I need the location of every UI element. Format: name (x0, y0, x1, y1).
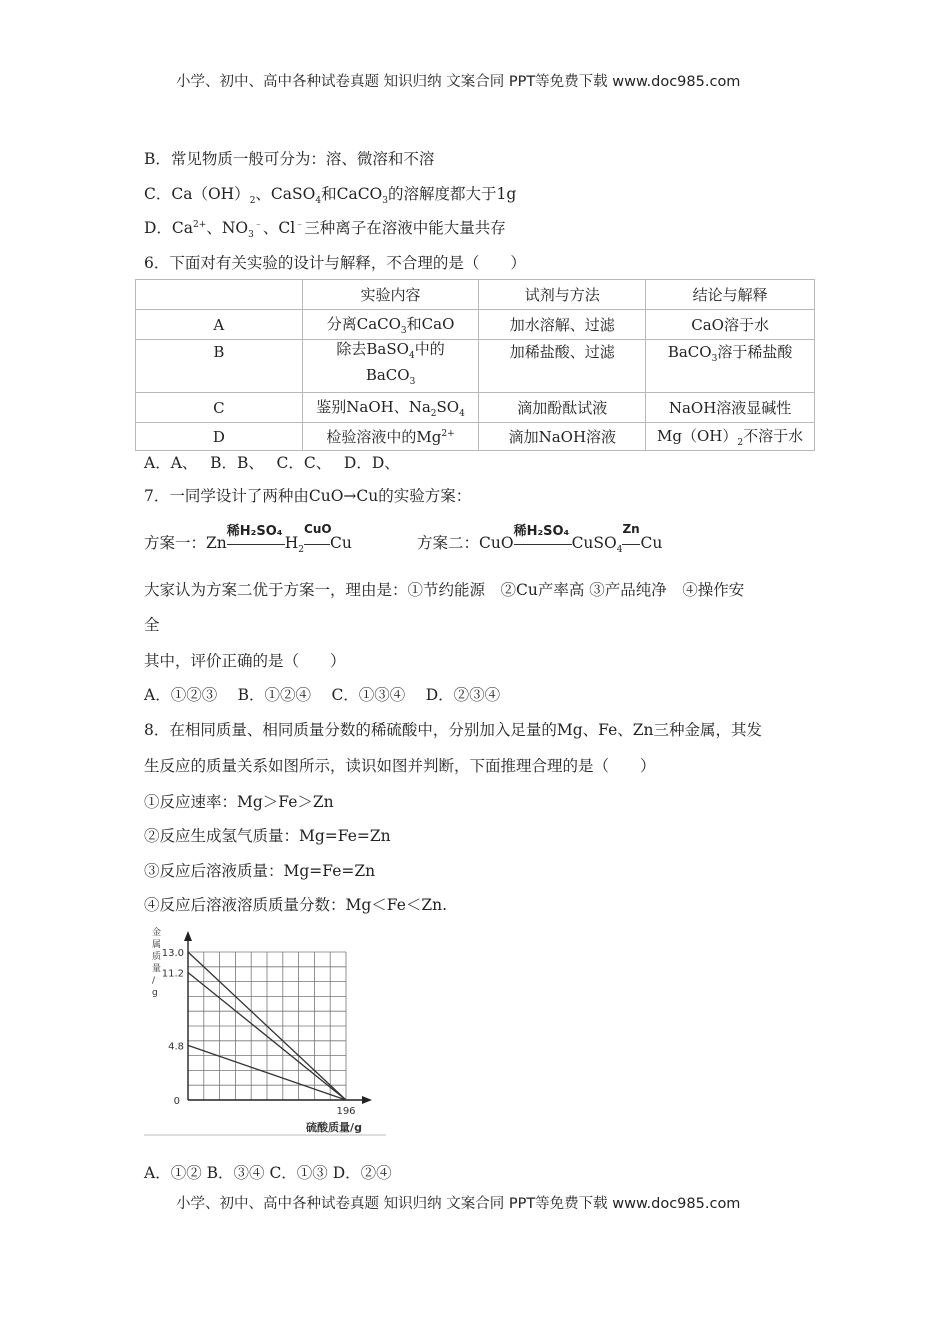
page-header: 小学、初中、高中各种试卷真题 知识归纳 文案合同 PPT等免费下载 www.doc985.com (176, 74, 741, 90)
y-axis-label: 金属质量/ g (152, 928, 162, 998)
table-row (136, 423, 815, 451)
q6-stem: 6．下面对有关实验的设计与解释，不合理的是（ ） (144, 254, 526, 272)
mass-chart (140, 925, 390, 1140)
q7-reason-line2: 全 (144, 616, 160, 634)
page-footer: 小学、初中、高中各种试卷真题 知识归纳 文案合同 PPT等免费下载 www.doc985.com (176, 1196, 741, 1212)
header-cell-empty (136, 280, 303, 310)
row-label: B (136, 340, 303, 393)
q8-statement-2: ②反应生成氢气质量：Mg=Fe=Zn (144, 827, 391, 845)
row-label: C (136, 393, 303, 423)
y-tick-label: 13.0 (161, 948, 184, 959)
row-conclusion: CaO溶于水 (646, 310, 815, 340)
reaction-arrow: 稀H₂SO₄ (227, 534, 285, 552)
q7-plan-one: 方案一：Zn 稀H₂SO₄ $H_2$ CuO Cu (144, 522, 352, 556)
q6-options: A．A、 B．B、 C．C、 D．D、 (144, 454, 400, 472)
origin-label: 0 (173, 1096, 180, 1107)
row-conclusion: NaOH溶液显碱性 (646, 393, 815, 423)
experiment-table (135, 279, 815, 451)
header-cell-content: 实验内容 (302, 280, 479, 310)
q7-stem: 7．一同学设计了两种由CuO→Cu的实验方案： (144, 487, 472, 505)
row-method: 滴加酚酞试液 (479, 393, 646, 423)
q8-statement-1: ①反应速率：Mg＞Fe＞Zn (144, 793, 334, 811)
q5-option-b: B．常见物质一般可分为：溶、微溶和不溶 (144, 150, 435, 168)
table-row (136, 393, 815, 423)
q7-options: A．①②③ B．①②④ C．①③④ D．②③④ (144, 686, 501, 704)
y-axis-arrow (184, 931, 192, 941)
row-method: 加水溶解、过滤 (479, 310, 646, 340)
q8-options: A．①② B．③④ C．①③ D．②④ (144, 1164, 392, 1182)
reaction-arrow: Zn (622, 534, 640, 552)
chart-labels (144, 926, 386, 1135)
reaction-arrow: 稀H₂SO₄ (514, 534, 572, 552)
q7-eval: 其中，评价正确的是（ ） (144, 652, 346, 670)
q8-statement-3: ③反应后溶液质量：Mg=Fe=Zn (144, 862, 376, 880)
q8-statement-4: ④反应后溶液溶质质量分数：Mg＜Fe＜Zn. (144, 896, 448, 914)
header-cell-method: 试剂与方法 (479, 280, 646, 310)
reaction-arrow: CuO (304, 534, 330, 552)
row-content: 除去BaSO$_4$中的 BaCO$_3$ (302, 340, 479, 393)
q8-stem-line2: 生反应的质量关系如图所示，读识如图并判断，下面推理合理的是（ ） (144, 757, 656, 775)
x-axis-arrow (362, 1096, 372, 1104)
q7-plan-two: 方案二：CuO 稀H₂SO₄ CuSO$_4$ Zn Cu (417, 522, 663, 556)
row-label: A (136, 310, 303, 340)
q5-option-d: D．$Ca^{2+}$、$NO_3^﹣$、Cl﹣三种离子在溶液中能大量共存 (144, 219, 506, 241)
q5-option-c: C．$Ca(OH)_2$、CaSO$_4$和CaCO$_3$的溶解度都大于1g (144, 185, 517, 207)
q8-stem-line1: 8．在相同质量、相同质量分数的稀硫酸中，分别加入足量的Mg、Fe、Zn三种金属，其发 (144, 721, 762, 739)
x-axis-label: 硫酸质量/g (306, 1121, 362, 1134)
row-label: D (136, 423, 303, 451)
x-tick-label: 196 (336, 1106, 356, 1117)
row-method: 加稀盐酸、过滤 (479, 340, 646, 393)
row-content: 鉴别NaOH、$Na_2SO_4$ (302, 393, 479, 423)
chart-axes (184, 931, 372, 1104)
table-header-row (136, 280, 815, 310)
row-conclusion: $Mg(OH)_2$不溶于水 (646, 423, 815, 451)
header-cell-conclusion: 结论与解释 (646, 280, 815, 310)
row-conclusion: BaCO$_3$溶于稀盐酸 (646, 340, 815, 393)
table-row (136, 310, 815, 340)
y-tick-label: 11.2 (161, 968, 184, 980)
row-content: 检验溶液中的$Mg^{2+}$ (302, 423, 479, 451)
y-tick-label: 4.8 (168, 1041, 184, 1053)
table-row (136, 340, 815, 393)
row-method: 滴加NaOH溶液 (479, 423, 646, 451)
q7-reason-line1: 大家认为方案二优于方案一，理由是：①节约能源 ②Cu产率高 ③产品纯净 ④操作安 (144, 581, 745, 599)
row-content: 分离CaCO$_3$和CaO (302, 310, 479, 340)
